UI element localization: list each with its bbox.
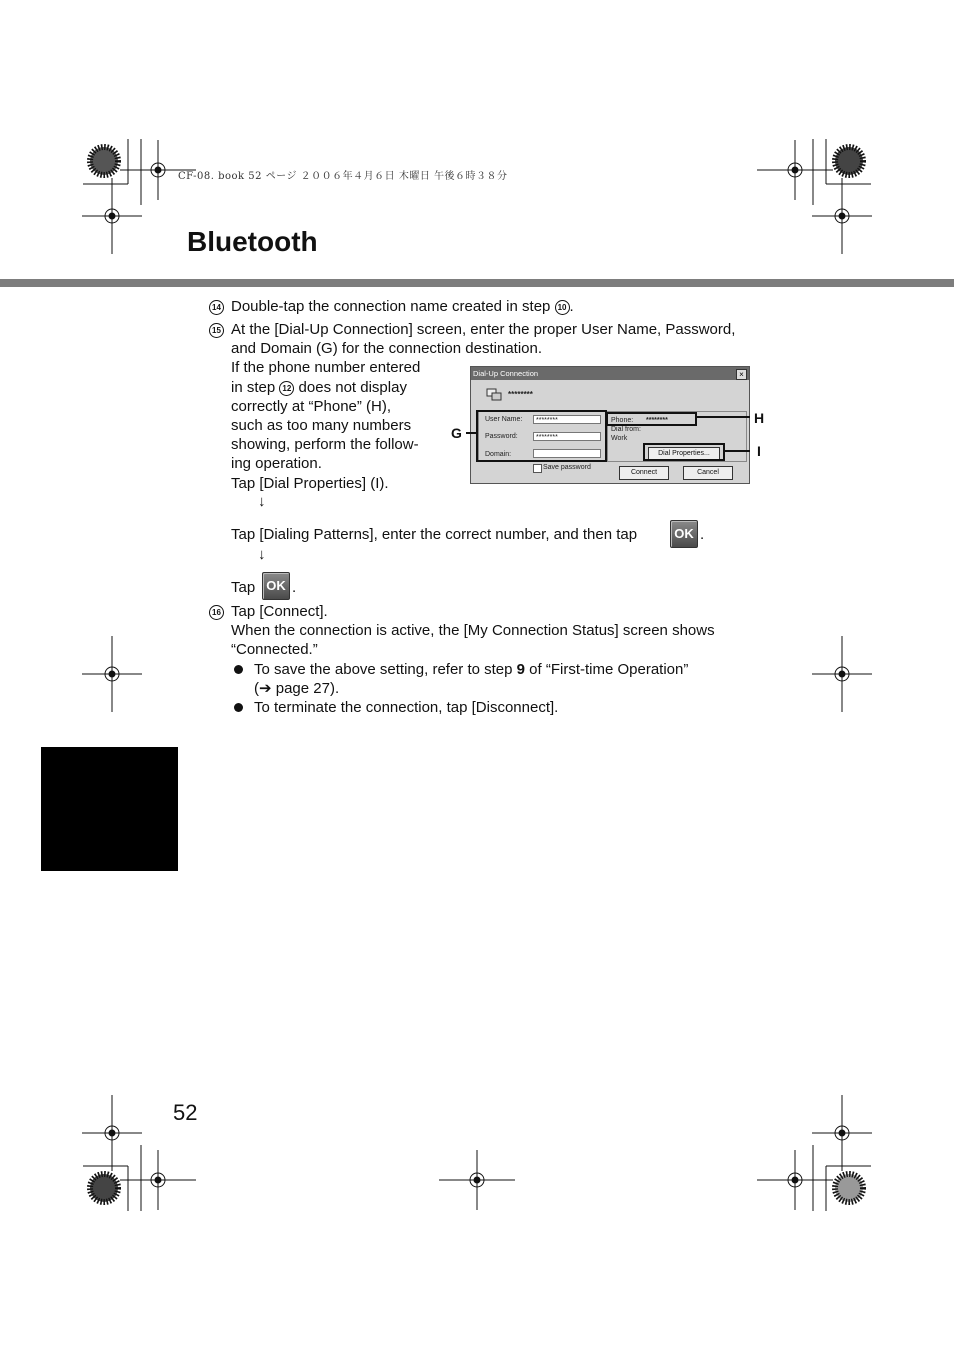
dial-properties-button[interactable]: Dial Properties...	[648, 447, 720, 461]
step-14-number: 14	[209, 297, 224, 317]
callout-g-line	[466, 432, 476, 434]
callout-g-box	[476, 410, 607, 462]
bullet-2-text: To terminate the connection, tap [Disconnect].	[254, 699, 559, 716]
user-name-label: User Name:	[485, 416, 523, 423]
bullet-1-text: To save the above setting, refer to step 9 of “First-time Operation”	[254, 661, 689, 678]
step-15-dialing-end: .	[700, 526, 705, 543]
dial-from-label: Dial from:	[611, 426, 641, 433]
dialog-title: Dial-Up Connection	[471, 367, 749, 380]
callout-i-line	[723, 450, 750, 452]
print-info: CF-08. book 52 ページ ２００６年４月６日 木曜日 午後６時３８分	[178, 171, 508, 182]
arrow-down-1: ↓	[258, 493, 266, 510]
save-password-label: Save password	[543, 464, 591, 471]
step-15-tap: Tap	[231, 579, 256, 596]
step-15-line2: and Domain (G) for the connection destination.	[231, 340, 543, 357]
step-15-para-1: If the phone number entered	[231, 359, 421, 376]
phone-label: Phone:	[611, 417, 634, 424]
bullet-dot-2	[234, 703, 243, 712]
user-name-input[interactable]: ********	[533, 415, 601, 424]
step-14-text: Double-tap the connection name created in step 10 .	[231, 298, 574, 315]
step-16-line2: When the connection is active, the [My Connection Status] screen shows	[231, 622, 715, 639]
callout-h-label: H	[754, 410, 765, 426]
callout-h-box	[606, 412, 697, 426]
step-16-line3: “Connected.”	[231, 641, 318, 658]
step-16-number: 16	[209, 602, 224, 622]
connection-name: ********	[508, 390, 533, 399]
cancel-button[interactable]: Cancel	[683, 466, 733, 480]
step-15-tap-end: .	[292, 579, 297, 596]
connect-button[interactable]: Connect	[619, 466, 669, 480]
ok-button-icon-2: OK	[262, 572, 290, 600]
callout-i-box	[643, 443, 725, 461]
step-15-para-6: ing operation.	[231, 455, 322, 472]
step-16-line1: Tap [Connect].	[231, 603, 328, 620]
callout-i-label: I	[757, 443, 761, 459]
ok-button-icon: OK	[670, 520, 698, 548]
callout-h-line	[695, 416, 750, 418]
step-15-para-5: showing, perform the follow-	[231, 436, 419, 453]
step-15-dialing: Tap [Dialing Patterns], enter the correct number, and then tap	[231, 526, 638, 543]
section-title: Bluetooth	[187, 226, 318, 257]
step-15-number: 15	[209, 320, 224, 340]
phone-value: ********	[646, 417, 668, 424]
dial-from-value: Work	[611, 435, 628, 442]
password-label: Password:	[485, 433, 518, 440]
callout-g-label: G	[451, 425, 462, 441]
connection-icon	[485, 386, 503, 402]
close-icon[interactable]: ×	[736, 369, 747, 380]
domain-label: Domain:	[485, 451, 512, 458]
page-number: 52	[173, 1100, 198, 1125]
password-input[interactable]: ********	[533, 432, 601, 441]
side-tab	[41, 747, 178, 871]
arrow-down-2: ↓	[258, 546, 266, 563]
step-15-para-7: Tap [Dial Properties] (I).	[231, 475, 389, 492]
step-15-line1: At the [Dial-Up Connection] screen, enter the proper User Name, Password,	[231, 321, 736, 338]
step-15-para-2: in step 12 does not display	[231, 379, 407, 396]
step-15-para-3: correctly at “Phone” (H),	[231, 398, 392, 415]
step-15-para-4: such as too many numbers	[231, 417, 412, 434]
save-password-checkbox[interactable]	[533, 464, 542, 473]
header-rule	[0, 279, 954, 287]
bullet-dot-1	[234, 665, 243, 674]
bullet-1-page-ref[interactable]: (➔ page 27).	[254, 680, 340, 697]
